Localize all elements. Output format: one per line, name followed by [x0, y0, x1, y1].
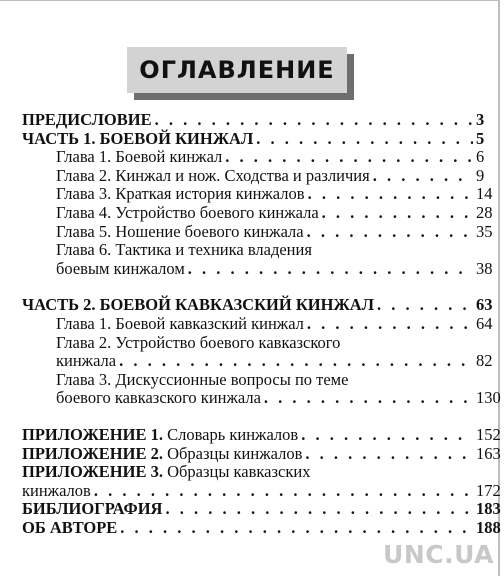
toc-entry-title: боевого кавказского кинжала: [56, 388, 261, 408]
toc-entry-part-1-chapter-6-line-1: [22, 241, 484, 260]
toc-entry-appendix-2: [22, 443, 501, 464]
toc-entry-page: 3: [476, 110, 485, 129]
dot-leader: [120, 519, 473, 538]
toc-entry-part-2-chapter-3: [22, 388, 501, 408]
toc-entry-page: 5: [476, 128, 485, 148]
toc-entry-part-1-chapter-2: [22, 167, 484, 186]
toc-entry-page: 6: [476, 147, 485, 167]
toc-entry-title: ЧАСТЬ 1. БОЕВОЙ КИНЖАЛ: [22, 128, 254, 148]
toc-entry-part-2-chapter-3-line-1: [22, 371, 484, 390]
title-block: [20, 38, 488, 110]
toc-entry-part-1-chapter-4: [22, 202, 493, 223]
dot-leader: [225, 148, 473, 167]
dot-leader: [377, 296, 473, 315]
dot-leader: [322, 204, 473, 223]
toc-entry-text: Образцы кинжалов: [167, 443, 303, 463]
toc-entry-part-2-chapter-2-line-1: [22, 334, 484, 353]
dot-leader: [94, 482, 473, 501]
toc-entry-page: 130: [476, 388, 501, 408]
toc-entry-title: Глава 1. Боевой кинжал: [56, 147, 223, 167]
toc-entry-title: ПРЕДИСЛОВИЕ: [22, 110, 152, 129]
toc-entry-title: Глава 6. Тактика и техника владения: [56, 240, 312, 260]
toc-entry-title: [22, 426, 298, 445]
toc-entry-text: Образцы кавказских: [167, 462, 311, 482]
toc-entry-label: ПРИЛОЖЕНИЕ 1.: [22, 424, 163, 444]
toc-entry-page: 188: [476, 517, 501, 537]
dot-leader: [301, 426, 473, 445]
dot-leader: [307, 223, 473, 242]
toc-entry-title: Глава 2. Кинжал и нож. Сходства и различия: [56, 165, 370, 185]
toc-entry-title: боевым кинжалом: [56, 258, 185, 278]
toc-entry-page: 35: [476, 221, 493, 241]
dot-leader: [307, 315, 473, 334]
toc-entry-page: 172: [476, 480, 501, 500]
dot-leader: [264, 389, 473, 408]
toc-entry-title: кинжала: [56, 351, 117, 371]
toc-entry-title: [22, 445, 302, 464]
toc-entry-label: ПРИЛОЖЕНИЕ 3.: [22, 462, 163, 482]
dot-leader: [256, 130, 473, 149]
table-of-contents: [22, 110, 501, 537]
toc-entry-part-1: [22, 130, 484, 149]
toc-entry-title: ОБ АВТОРЕ: [22, 517, 118, 537]
toc-entry-part-1-chapter-1: [22, 148, 484, 167]
toc-entry-page: 63: [476, 295, 493, 315]
toc-entry-appendix-3-line-1: [22, 463, 484, 482]
toc-entry-title: Глава 5. Ношение боевого кинжала: [56, 221, 304, 241]
toc-entry-part-2-chapter-1: [22, 313, 493, 334]
toc-entry-page: 64: [476, 313, 493, 333]
dot-leader: [165, 500, 473, 519]
toc-entry-page: 9: [476, 165, 485, 185]
toc-entry-part-1-chapter-3: [22, 184, 493, 204]
toc-entry-bibliography: [22, 499, 501, 519]
toc-entry-page: 82: [476, 351, 493, 371]
dot-leader: [155, 111, 473, 130]
toc-entry-part-2-chapter-2: [22, 351, 493, 371]
dot-leader: [373, 167, 473, 186]
toc-entry-title: Глава 1. Боевой кавказский кинжал: [56, 313, 304, 333]
toc-entry-title: ЧАСТЬ 2. БОЕВОЙ КАВКАЗСКИЙ КИНЖАЛ: [22, 295, 374, 315]
dot-leader: [308, 185, 473, 204]
toc-entry-label: ПРИЛОЖЕНИЕ 2.: [22, 443, 163, 463]
toc-entry-page: 152: [476, 424, 501, 444]
toc-entry-about-author: [22, 517, 501, 538]
toc-entry-appendix-3: [22, 480, 501, 501]
toc-entry-part-1-chapter-5: [22, 221, 493, 242]
toc-entry-page: 14: [476, 184, 493, 204]
toc-entry-part-1-chapter-6: [22, 258, 493, 279]
toc-entry-title: Глава 3. Краткая история кинжалов: [56, 184, 305, 204]
toc-entry-page: 28: [476, 202, 493, 222]
dot-leader: [119, 352, 473, 371]
watermark: UNC.UA: [383, 540, 494, 569]
toc-entry-page: 38: [476, 258, 493, 278]
toc-entry-text: Словарь кинжалов: [167, 424, 299, 444]
section-gap: [22, 408, 484, 426]
toc-entry-title: Глава 4. Устройство боевого кинжала: [56, 202, 319, 222]
toc-entry-page: 183: [476, 499, 501, 519]
toc-entry-part-2: [22, 295, 493, 315]
toc-entry-title: Глава 3. Дискуссионные вопросы по теме: [56, 369, 349, 389]
toc-entry-page: 163: [476, 443, 501, 463]
dot-leader: [305, 445, 473, 464]
toc-entry-title: БИБЛИОГРАФИЯ: [22, 499, 163, 519]
toc-entry-preface: [22, 111, 484, 130]
toc-entry-title: Глава 2. Устройство боевого кавказского: [56, 332, 341, 352]
toc-entry-appendix-1: [22, 424, 501, 445]
toc-entry-title: [22, 463, 310, 482]
page-title: ОГЛАВЛЕНИЕ: [127, 47, 347, 93]
dot-leader: [188, 260, 473, 279]
toc-entry-title: кинжалов: [22, 480, 91, 500]
section-gap: [22, 278, 484, 296]
